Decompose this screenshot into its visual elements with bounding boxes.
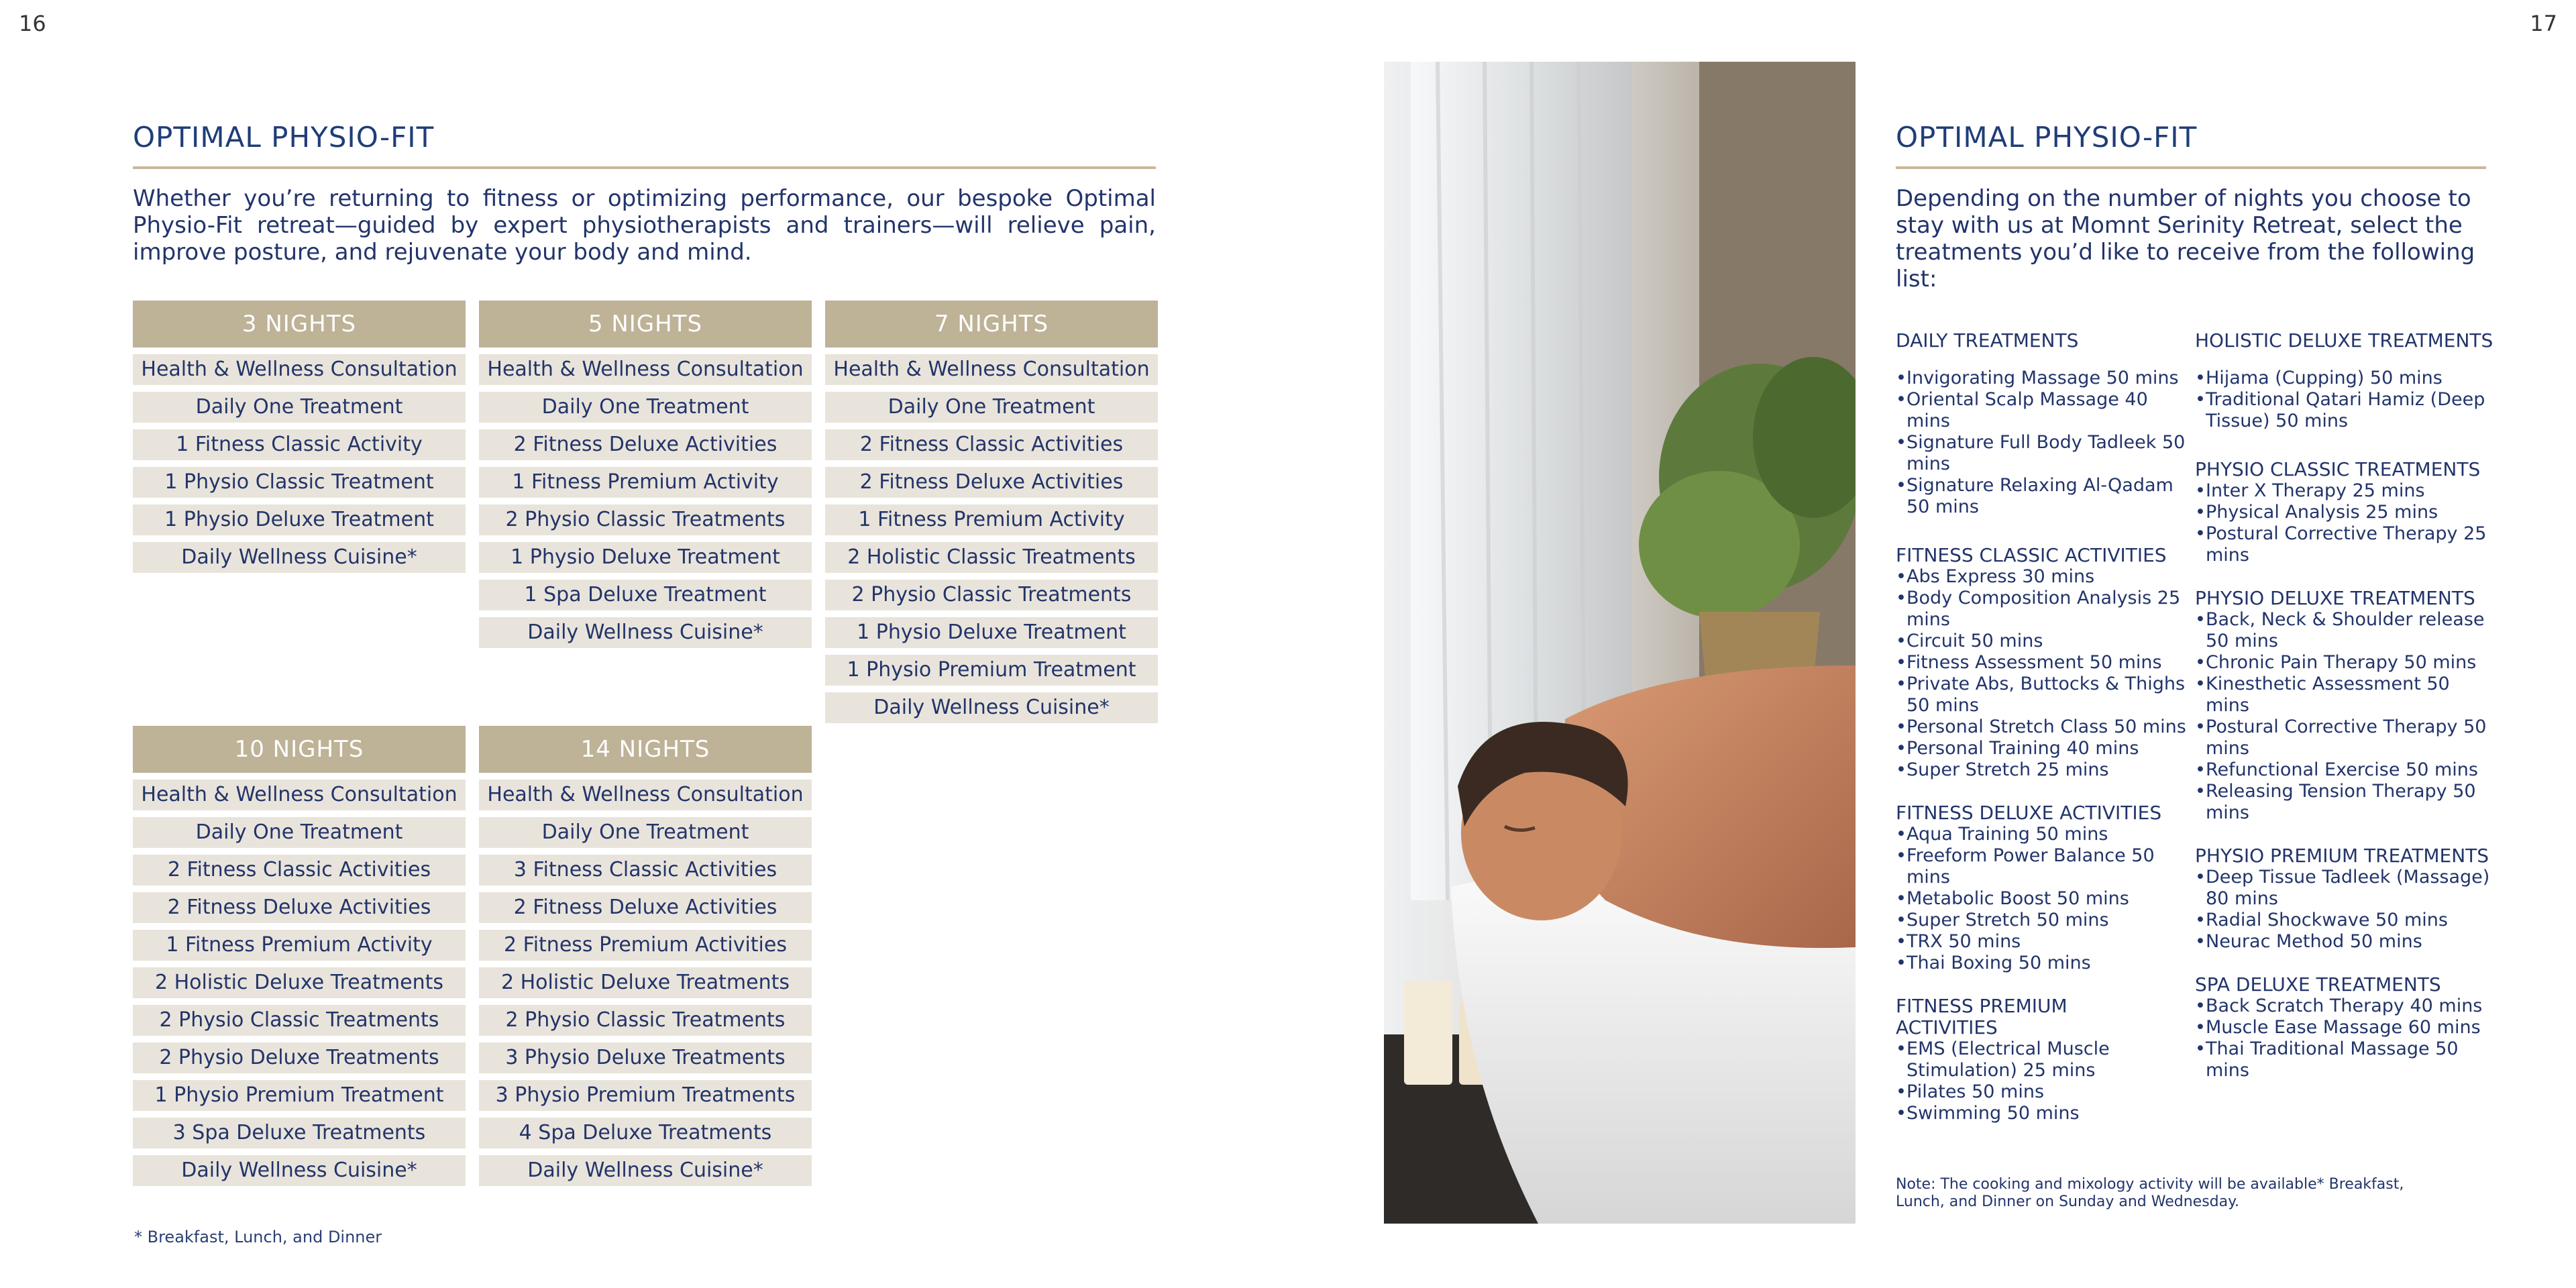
package-item: 2 Fitness Deluxe Activities bbox=[825, 467, 1158, 498]
package-item: 3 Fitness Classic Activities bbox=[479, 855, 812, 885]
package-item: Daily One Treatment bbox=[133, 392, 466, 423]
treatment-item: • Deep Tissue Tadleek (Massage) 80 mins bbox=[2195, 867, 2490, 910]
treatment-item: • Invigorating Massage 50 mins bbox=[1896, 368, 2191, 389]
package-item: 1 Fitness Classic Activity bbox=[133, 429, 466, 460]
left-intro-text: Whether you’re returning to fitness or optimizing performance, our bespoke Optimal Physio-Fit retreat—guided by expert physiotherapists and trainers—will relieve pain, improve posture, and rejuvenate your body and mind. bbox=[133, 185, 1156, 266]
treatment-item: • Super Stretch 50 mins bbox=[1896, 910, 2191, 931]
package-item: Daily Wellness Cuisine* bbox=[479, 1155, 812, 1186]
package-item: Daily Wellness Cuisine* bbox=[479, 617, 812, 648]
package-item: Daily One Treatment bbox=[479, 817, 812, 848]
package-item: 1 Physio Classic Treatment bbox=[133, 467, 466, 498]
package-item: 2 Fitness Classic Activities bbox=[133, 855, 466, 885]
treatment-item: • Swimming 50 mins bbox=[1896, 1103, 2191, 1124]
treatment-item: • Pilates 50 mins bbox=[1896, 1081, 2191, 1103]
page-number-left: 16 bbox=[19, 11, 46, 36]
section-list bbox=[1896, 566, 2191, 781]
package-item: 1 Fitness Premium Activity bbox=[825, 504, 1158, 535]
treatment-item: • Signature Relaxing Al-Qadam 50 mins bbox=[1896, 475, 2191, 518]
section-heading: PHYSIO DELUXE TREATMENTS bbox=[2195, 587, 2475, 609]
treatment-item: • Thai Traditional Massage 50 mins bbox=[2195, 1038, 2490, 1081]
package-items bbox=[133, 354, 466, 573]
package-item: 2 Physio Classic Treatments bbox=[479, 1005, 812, 1036]
section-list bbox=[2195, 480, 2490, 566]
section-physio-deluxe bbox=[2195, 588, 2490, 824]
package-heading: 7 NIGHTS bbox=[825, 301, 1158, 347]
treatment-item: • Thai Boxing 50 mins bbox=[1896, 953, 2191, 974]
package-item: 2 Holistic Classic Treatments bbox=[825, 542, 1158, 573]
package-item: 2 Physio Classic Treatments bbox=[479, 504, 812, 535]
treatment-item: • Radial Shockwave 50 mins bbox=[2195, 910, 2490, 931]
left-page-title: OPTIMAL PHYSIO-FIT bbox=[133, 121, 435, 154]
section-heading: DAILY TREATMENTS bbox=[1896, 329, 2079, 352]
right-title-rule bbox=[1896, 166, 2486, 169]
package-item: Daily One Treatment bbox=[133, 817, 466, 848]
package-item: Daily Wellness Cuisine* bbox=[133, 1155, 466, 1186]
section-physio-premium bbox=[2195, 845, 2490, 953]
section-heading: FITNESS DELUXE ACTIVITIES bbox=[1896, 802, 2162, 824]
treatment-item: • Super Stretch 25 mins bbox=[1896, 759, 2191, 781]
treatment-item: • Metabolic Boost 50 mins bbox=[1896, 888, 2191, 910]
package-10-nights bbox=[133, 726, 466, 1193]
treatment-item: • Aqua Training 50 mins bbox=[1896, 824, 2191, 845]
section-list bbox=[1896, 1038, 2191, 1124]
treatment-item: • Freeform Power Balance 50 mins bbox=[1896, 845, 2191, 888]
package-item: Health & Wellness Consultation bbox=[825, 354, 1158, 385]
package-item: 1 Fitness Premium Activity bbox=[133, 930, 466, 961]
package-item: Daily Wellness Cuisine* bbox=[825, 692, 1158, 723]
package-item: 1 Physio Premium Treatment bbox=[133, 1080, 466, 1111]
massage-photo bbox=[1384, 62, 1856, 1224]
treatment-item: • Fitness Assessment 50 mins bbox=[1896, 652, 2191, 674]
package-item: 2 Holistic Deluxe Treatments bbox=[133, 967, 466, 998]
treatment-item: • Postural Corrective Therapy 50 mins bbox=[2195, 716, 2490, 759]
section-fitness-deluxe bbox=[1896, 802, 2191, 974]
package-item: Health & Wellness Consultation bbox=[479, 354, 812, 385]
package-item: Daily One Treatment bbox=[825, 392, 1158, 423]
package-item: 4 Spa Deluxe Treatments bbox=[479, 1118, 812, 1148]
treatment-item: • Abs Express 30 mins bbox=[1896, 566, 2191, 588]
package-item: 2 Physio Classic Treatments bbox=[825, 580, 1158, 610]
package-item: 3 Spa Deluxe Treatments bbox=[133, 1118, 466, 1148]
package-item: 2 Physio Classic Treatments bbox=[133, 1005, 466, 1036]
section-heading: FITNESS PREMIUM ACTIVITIES bbox=[1896, 995, 2068, 1038]
package-item: 1 Fitness Premium Activity bbox=[479, 467, 812, 498]
section-heading: FITNESS CLASSIC ACTIVITIES bbox=[1896, 544, 2167, 566]
treatment-item: • Inter X Therapy 25 mins bbox=[2195, 480, 2490, 502]
section-list bbox=[2195, 368, 2510, 432]
package-item: Daily One Treatment bbox=[479, 392, 812, 423]
section-heading: PHYSIO CLASSIC TREATMENTS bbox=[2195, 458, 2481, 480]
treatment-item: • Neurac Method 50 mins bbox=[2195, 931, 2490, 953]
right-intro-text: Depending on the number of nights you choose to stay with us at Momnt Serinity Retreat, select the treatments you’d like to receive from the following list: bbox=[1896, 185, 2475, 292]
section-fitness-classic bbox=[1896, 545, 2191, 781]
package-item: 2 Fitness Deluxe Activities bbox=[479, 892, 812, 923]
package-item: 1 Physio Deluxe Treatment bbox=[479, 542, 812, 573]
treatment-item: • Personal Training 40 mins bbox=[1896, 738, 2191, 759]
right-page-title: OPTIMAL PHYSIO-FIT bbox=[1896, 121, 2198, 154]
package-items bbox=[479, 354, 812, 648]
package-item: Health & Wellness Consultation bbox=[479, 780, 812, 810]
treatment-item: • Circuit 50 mins bbox=[1896, 631, 2191, 652]
section-physio-classic bbox=[2195, 459, 2490, 566]
treatment-item: • Refunctional Exercise 50 mins bbox=[2195, 759, 2490, 781]
treatment-item: • Back, Neck & Shoulder release 50 mins bbox=[2195, 609, 2490, 652]
section-spa-deluxe bbox=[2195, 974, 2490, 1081]
package-item: 1 Physio Deluxe Treatment bbox=[133, 504, 466, 535]
treatment-item: • Signature Full Body Tadleek 50 mins bbox=[1896, 432, 2191, 475]
treatment-item: • Private Abs, Buttocks & Thighs 50 mins bbox=[1896, 674, 2191, 716]
package-item: 2 Holistic Deluxe Treatments bbox=[479, 967, 812, 998]
treatment-item: • Muscle Ease Massage 60 mins bbox=[2195, 1017, 2490, 1038]
treatment-item: • Releasing Tension Therapy 50 mins bbox=[2195, 781, 2490, 824]
treatment-item: • Kinesthetic Assessment 50 mins bbox=[2195, 674, 2490, 716]
treatment-item: • Physical Analysis 25 mins bbox=[2195, 502, 2490, 523]
section-heading: HOLISTIC DELUXE TREATMENTS bbox=[2195, 329, 2493, 352]
package-item: Health & Wellness Consultation bbox=[133, 354, 466, 385]
treatment-item: • Postural Corrective Therapy 25 mins bbox=[2195, 523, 2490, 566]
package-heading: 14 NIGHTS bbox=[479, 726, 812, 773]
section-heading: SPA DELUXE TREATMENTS bbox=[2195, 973, 2441, 996]
package-item: 2 Fitness Premium Activities bbox=[479, 930, 812, 961]
package-7-nights bbox=[825, 301, 1158, 730]
section-list bbox=[1896, 824, 2191, 974]
treatment-item: • Traditional Qatari Hamiz (Deep Tissue) 50 mins bbox=[2195, 389, 2510, 432]
left-title-rule bbox=[133, 166, 1156, 169]
package-3-nights bbox=[133, 301, 466, 580]
package-item: 1 Spa Deluxe Treatment bbox=[479, 580, 812, 610]
package-5-nights bbox=[479, 301, 812, 655]
treatment-item: • Body Composition Analysis 25 mins bbox=[1896, 588, 2191, 631]
treatment-item: • Oriental Scalp Massage 40 mins bbox=[1896, 389, 2191, 432]
package-item: Daily Wellness Cuisine* bbox=[133, 542, 466, 573]
package-item: 2 Fitness Classic Activities bbox=[825, 429, 1158, 460]
section-list bbox=[2195, 609, 2490, 824]
package-items bbox=[133, 780, 466, 1186]
package-14-nights bbox=[479, 726, 812, 1193]
package-items bbox=[825, 354, 1158, 723]
section-fitness-premium bbox=[1896, 996, 2117, 1124]
treatment-item: • Personal Stretch Class 50 mins bbox=[1896, 716, 2191, 738]
section-list bbox=[2195, 867, 2490, 953]
page-number-right: 17 bbox=[2530, 11, 2557, 36]
package-item: 1 Physio Deluxe Treatment bbox=[825, 617, 1158, 648]
treatment-item: • Hijama (Cupping) 50 mins bbox=[2195, 368, 2510, 389]
treatment-item: • TRX 50 mins bbox=[1896, 931, 2191, 953]
package-item: 2 Physio Deluxe Treatments bbox=[133, 1042, 466, 1073]
package-heading: 3 NIGHTS bbox=[133, 301, 466, 347]
package-item: 2 Fitness Deluxe Activities bbox=[479, 429, 812, 460]
package-item: 3 Physio Deluxe Treatments bbox=[479, 1042, 812, 1073]
note-text: Note: The cooking and mixology activity will be available* Breakfast, Lunch, and Dinner on Sunday and Wednesday. bbox=[1896, 1176, 2404, 1210]
package-item: 3 Physio Premium Treatments bbox=[479, 1080, 812, 1111]
package-item: 1 Physio Premium Treatment bbox=[825, 655, 1158, 686]
section-daily-treatments bbox=[1896, 330, 2191, 518]
package-items bbox=[479, 780, 812, 1186]
package-heading: 5 NIGHTS bbox=[479, 301, 812, 347]
section-list bbox=[1896, 368, 2191, 518]
footnote: * Breakfast, Lunch, and Dinner bbox=[134, 1228, 382, 1246]
section-list bbox=[2195, 996, 2490, 1081]
package-item: Health & Wellness Consultation bbox=[133, 780, 466, 810]
treatment-item: • Chronic Pain Therapy 50 mins bbox=[2195, 652, 2490, 674]
package-item: 2 Fitness Deluxe Activities bbox=[133, 892, 466, 923]
package-heading: 10 NIGHTS bbox=[133, 726, 466, 773]
section-heading: PHYSIO PREMIUM TREATMENTS bbox=[2195, 845, 2489, 867]
section-holistic-deluxe bbox=[2195, 330, 2510, 432]
treatment-item: • EMS (Electrical Muscle Stimulation) 25 mins bbox=[1896, 1038, 2191, 1081]
treatment-item: • Back Scratch Therapy 40 mins bbox=[2195, 996, 2490, 1017]
